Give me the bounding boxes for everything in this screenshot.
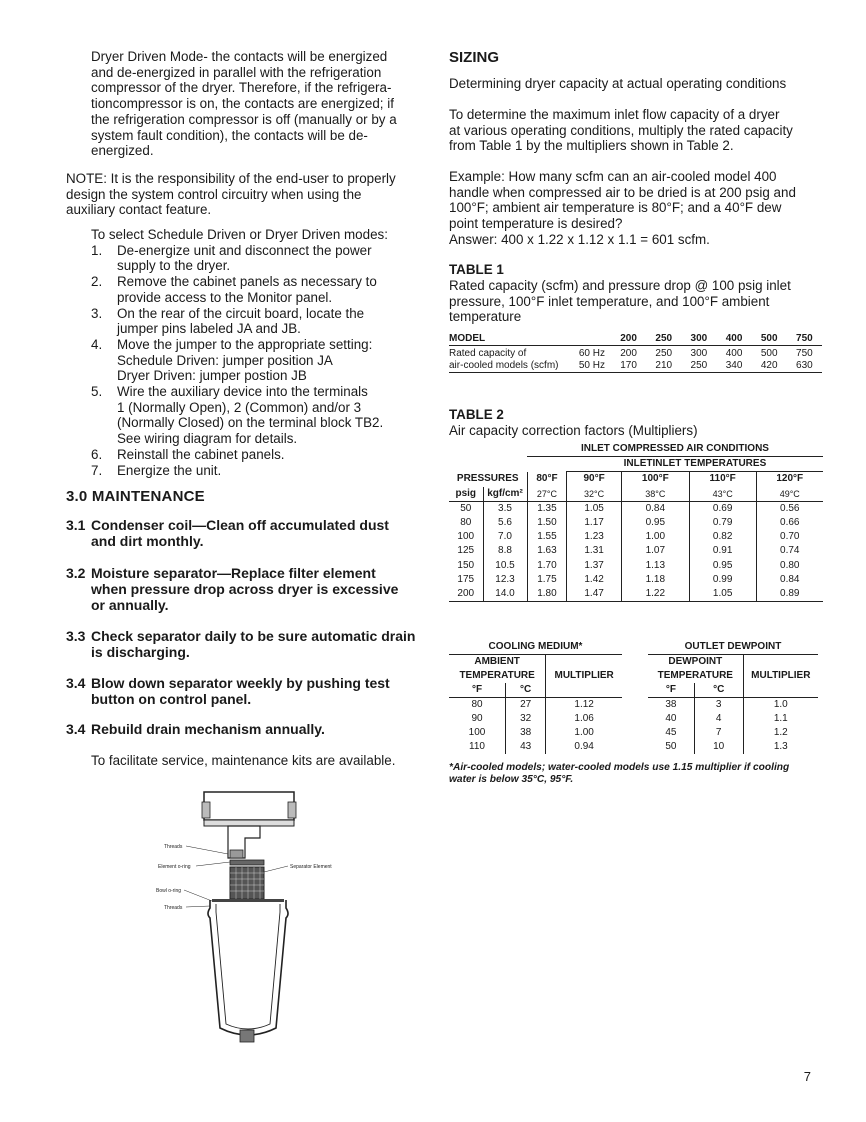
table-cell: 3 — [694, 698, 743, 713]
text-line: energized. — [91, 143, 154, 159]
dewpoint-label: DEWPOINT — [668, 656, 723, 667]
table-cell: 1.17 — [567, 516, 621, 530]
step-text — [117, 274, 411, 305]
table-row — [449, 726, 622, 740]
table-cell: 250 — [655, 348, 673, 359]
table-cell: 500 — [760, 348, 778, 359]
steps-list — [91, 243, 411, 479]
table-cell: 1.23 — [567, 530, 621, 544]
inlet-port — [202, 802, 210, 818]
text-line: Example: How many scfm can an air-cooled model 400 — [449, 169, 777, 184]
inlet-temps-header: INLETINLET TEMPERATURES — [567, 457, 823, 472]
temp-c-col: 43°C — [689, 487, 756, 502]
table-cell: 200 — [457, 588, 475, 600]
text-line: Blow down separator weekly by pushing test — [91, 675, 390, 691]
text-line: temperature — [449, 309, 522, 325]
table-cell: 7.0 — [483, 530, 527, 544]
table-cell: 50 — [460, 502, 472, 514]
text-line: or annually. — [91, 597, 169, 613]
pressures-label: PRESSURES — [456, 473, 519, 485]
table2-caption: Air capacity correction factors (Multipliers) — [449, 423, 698, 438]
sizing-title: SIZING — [449, 49, 500, 66]
step-item — [91, 337, 411, 384]
step-item — [91, 463, 411, 479]
text-line: the refrigeration compressor is off (manually or by a — [91, 111, 397, 127]
table-row — [648, 726, 818, 740]
text-line: compressor of the dryer. Therefore, if the refrigera- — [91, 80, 392, 96]
maintenance-number: 3.4 — [66, 675, 86, 691]
table-cell: 0.84 — [756, 573, 823, 587]
hz-cell: 50 Hz — [578, 360, 605, 371]
table-row — [449, 559, 823, 573]
table3-header-row — [449, 640, 622, 655]
outlet-dewpoint-header: OUTLET DEWPOINT — [648, 640, 818, 655]
element-oring — [230, 860, 264, 865]
model-col: 250 — [655, 333, 673, 344]
table-footnote — [449, 762, 829, 786]
temp-f-col: 120°F — [756, 472, 823, 487]
threads-top-mark — [230, 850, 243, 858]
f-label: °F — [471, 684, 483, 695]
table-cell: 0.80 — [756, 559, 823, 573]
table-cell: 150 — [457, 559, 475, 571]
drain-valve — [240, 1030, 254, 1042]
temp-c-col: 27°C — [527, 487, 567, 502]
step-number: 6. — [91, 446, 103, 462]
text-line: Condenser coil—Clean off accumulated dust — [91, 517, 389, 533]
text-line: 100°F; ambient air temperature is 80°F; and a 40°F dew — [449, 200, 782, 216]
table3-sub-row — [449, 655, 622, 670]
table-row — [449, 360, 822, 373]
table1-title: TABLE 1 — [449, 262, 504, 277]
text-line: at various operating conditions, multiply the rated capacity — [449, 122, 793, 138]
table-cell: 420 — [760, 360, 778, 371]
table-cell: 8.8 — [483, 544, 527, 558]
text-line: (Normally Closed) on the terminal block TB2. — [117, 415, 384, 431]
dewpoint-table-body — [648, 698, 818, 755]
table2-group-row — [449, 442, 823, 457]
table-cell: 175 — [457, 573, 475, 585]
maintenance-number: 3.4 — [66, 721, 86, 737]
table-cell: 0.94 — [546, 740, 622, 754]
table-row — [449, 516, 823, 530]
table-cell: 750 — [796, 348, 813, 359]
table-cell: 4 — [694, 712, 743, 726]
table-cell: 1.07 — [621, 544, 689, 558]
temp-c-col: 38°C — [621, 487, 689, 502]
text-line: Rated capacity (scfm) and pressure drop @ 100 psig inlet — [449, 278, 791, 293]
table-cell: 170 — [620, 360, 637, 371]
table1 — [449, 333, 822, 373]
table-cell: 43 — [506, 740, 546, 754]
page-number: 7 — [803, 1069, 811, 1084]
example-paragraph — [449, 169, 849, 248]
table-cell: 125 — [457, 545, 475, 557]
text-line: Reinstall the cabinet panels. — [117, 446, 285, 462]
text-line: Schedule Driven: jumper position JA — [117, 352, 333, 368]
text-line: and de-energized in parallel with the refrigeration — [91, 64, 382, 80]
step-text — [117, 447, 411, 463]
step-number: 7. — [91, 462, 103, 478]
table-cell: 1.13 — [621, 559, 689, 573]
table-cell: 1.3 — [743, 740, 818, 754]
table-cell: 1.35 — [527, 501, 567, 516]
separator-diagram — [150, 780, 380, 1050]
table-cell: 0.82 — [689, 530, 756, 544]
separator-head — [204, 792, 294, 820]
steps-intro: To select Schedule Driven or Dryer Driven modes: — [91, 227, 388, 242]
step-text — [117, 243, 411, 274]
table-cell: 3.5 — [483, 501, 527, 516]
table-row — [449, 712, 622, 726]
table-cell: 1.63 — [527, 544, 567, 558]
table-cell: 200 — [620, 348, 637, 359]
c-label: °C — [694, 683, 743, 698]
table-cell: 45 — [665, 727, 677, 738]
table-cell: 300 — [690, 348, 708, 359]
maintenance-title: 3.0 MAINTENANCE — [66, 488, 205, 505]
text-line: supply to the dryer. — [117, 258, 231, 274]
text-line: On the rear of the circuit board, locate the — [117, 305, 365, 321]
model-col: 400 — [725, 333, 743, 344]
table-row — [648, 698, 818, 713]
table-cell: 50 — [665, 741, 677, 752]
text-line: Dryer Driven Mode- the contacts will be energized — [91, 49, 388, 64]
table-cell: 0.66 — [756, 516, 823, 530]
table-cell: 0.89 — [756, 587, 823, 602]
table-row — [648, 740, 818, 754]
table-cell: 38 — [506, 726, 546, 740]
text-line: 1 (Normally Open), 2 (Common) and/or 3 — [117, 399, 362, 415]
cooling-medium-header: COOLING MEDIUM* — [449, 640, 622, 655]
table-cell: 14.0 — [483, 587, 527, 602]
text-line: when pressure drop across dryer is excessive — [91, 581, 399, 597]
text-line: provide access to the Monitor panel. — [117, 289, 333, 305]
label-bowl-oring: Bowl o-ring — [156, 888, 182, 894]
ambient-label: AMBIENT — [474, 656, 520, 667]
temp-c-col: 49°C — [756, 487, 823, 502]
table-row — [449, 740, 622, 754]
text-line: Energize the unit. — [117, 462, 222, 478]
step-item — [91, 447, 411, 463]
table-cell: 0.95 — [621, 516, 689, 530]
maintenance-item — [66, 628, 436, 660]
step-text — [117, 463, 411, 479]
step-text — [117, 384, 411, 447]
table-cell: 1.42 — [567, 573, 621, 587]
temperature-label: TEMPERATURE — [657, 670, 733, 681]
separator-bowl — [208, 900, 288, 1035]
c-label: °C — [506, 683, 546, 698]
text-line: water is below 35°C, 95°F. — [449, 774, 574, 785]
table-cell: 250 — [690, 360, 708, 371]
text-line: Wire the auxiliary device into the terminals — [117, 384, 368, 400]
step-text — [117, 337, 411, 384]
table2-f-row — [449, 472, 823, 487]
hz-cell: 60 Hz — [578, 348, 605, 359]
maintenance-item — [66, 721, 436, 737]
table4-sub-row — [648, 655, 818, 670]
maintenance-text — [91, 628, 436, 660]
model-col: 500 — [760, 333, 778, 344]
table-cell: 1.55 — [527, 530, 567, 544]
bowl-oring — [212, 899, 284, 902]
table-cell: 0.95 — [689, 559, 756, 573]
mode-select-steps — [91, 227, 411, 478]
text-line: Move the jumper to the appropriate setting: — [117, 336, 373, 352]
step-number: 4. — [91, 336, 103, 352]
leader-threads-top — [186, 846, 228, 854]
table-cell: 10.5 — [483, 559, 527, 573]
table-row — [449, 530, 823, 544]
multiplier-label: MULTIPLIER — [743, 655, 818, 698]
text-line: auxiliary contact feature. — [66, 202, 212, 218]
maintenance-number: 3.3 — [66, 628, 86, 644]
table-row — [449, 544, 823, 558]
table-cell: 1.31 — [567, 544, 621, 558]
table-cell: 12.3 — [483, 573, 527, 587]
leader-bowl-oring — [184, 890, 212, 901]
table-cell: 80 — [471, 699, 483, 710]
cooling-table-body — [449, 698, 622, 755]
text-line: jumper pins labeled JA and JB. — [117, 321, 301, 337]
text-line: system fault condition), the contacts will be de- — [91, 127, 368, 143]
table-cell: 1.37 — [567, 559, 621, 573]
table-cell: 1.18 — [621, 573, 689, 587]
table-cell: 32 — [506, 712, 546, 726]
service-note: To facilitate service, maintenance kits are available. — [91, 753, 396, 768]
step-item — [91, 274, 411, 305]
maintenance-text — [91, 675, 436, 707]
table-cell: 1.00 — [546, 726, 622, 740]
table-cell: 0.79 — [689, 516, 756, 530]
table-cell: 1.50 — [527, 516, 567, 530]
table-cell: 100 — [457, 531, 475, 543]
table-cell: 0.84 — [621, 501, 689, 516]
maintenance-number: 3.1 — [66, 517, 86, 533]
table-cell: 0.74 — [756, 544, 823, 558]
table2-temp-row — [449, 457, 823, 472]
model-col: 300 — [690, 333, 708, 344]
sizing-paragraph — [449, 107, 849, 154]
note-paragraph — [66, 171, 426, 218]
text-line: design the system control circuitry when using the — [66, 186, 362, 202]
table-cell: 1.00 — [621, 530, 689, 544]
table-cell: 1.05 — [567, 501, 621, 516]
text-line: Moisture separator—Replace filter element — [91, 565, 376, 581]
table2-body — [449, 501, 823, 601]
maintenance-text — [91, 721, 436, 737]
table-row — [449, 698, 622, 713]
table-cell: 0.91 — [689, 544, 756, 558]
temp-f-col: 80°F — [527, 472, 567, 487]
text-line: See wiring diagram for details. — [117, 431, 298, 447]
table1-header-row — [449, 333, 822, 346]
text-line: Remove the cabinet panels as necessary to — [117, 274, 377, 290]
table-cell: 90 — [471, 713, 483, 724]
step-number: 2. — [91, 274, 103, 290]
table-cell: 1.05 — [689, 587, 756, 602]
step-number: 1. — [91, 242, 103, 258]
text-line: Rebuild drain mechanism annually. — [91, 721, 325, 737]
table-cell: 1.70 — [527, 559, 567, 573]
maintenance-item — [66, 565, 436, 613]
leader-separator-element — [264, 866, 288, 872]
model-label: MODEL — [449, 333, 486, 344]
text-line: point temperature is desired? — [449, 216, 623, 232]
maintenance-item — [66, 517, 436, 549]
table-cell: 40 — [665, 713, 677, 724]
leader-element-oring — [196, 862, 230, 866]
table-cell: 1.80 — [527, 587, 567, 602]
table2 — [449, 442, 823, 602]
psig-label: psig — [455, 487, 477, 499]
table-cell: 110 — [469, 741, 485, 752]
model-col: 750 — [796, 333, 813, 344]
separator-element — [230, 867, 264, 899]
temperature-label: TEMPERATURE — [459, 670, 535, 681]
temp-c-col: 32°C — [567, 487, 621, 502]
text-line: Dryer Driven: jumper postion JB — [117, 368, 307, 384]
maintenance-number: 3.2 — [66, 565, 86, 581]
table-cell: 0.56 — [756, 501, 823, 516]
label-element-oring: Element o-ring — [158, 864, 191, 870]
text-line: De-energize unit and disconnect the power — [117, 242, 372, 258]
table-cell: 1.1 — [743, 712, 818, 726]
table-cell: 0.70 — [756, 530, 823, 544]
table-cell: 630 — [796, 360, 813, 371]
label-threads-bottom: Threads — [164, 905, 183, 911]
maintenance-text — [91, 517, 436, 549]
step-item — [91, 384, 411, 447]
maintenance-item — [66, 675, 436, 707]
table-cell: 1.06 — [546, 712, 622, 726]
table2-c-row — [449, 487, 823, 502]
text-line: button on control panel. — [91, 691, 252, 707]
cooling-medium-table — [449, 640, 622, 754]
head-collar — [204, 820, 294, 826]
temp-f-col: 110°F — [689, 472, 756, 487]
table-cell: 80 — [460, 517, 472, 529]
sizing-subtitle: Determining dryer capacity at actual operating conditions — [449, 76, 787, 91]
step-number: 3. — [91, 305, 103, 321]
f-label: °F — [665, 684, 676, 695]
text-line: NOTE: It is the responsibility of the end-user to properly — [66, 171, 396, 186]
table-cell: 1.22 — [621, 587, 689, 602]
table-row — [449, 501, 823, 516]
table-cell: 1.12 — [546, 698, 622, 713]
text-line: handle when compressed air to be dried is at 200 psig and — [449, 184, 796, 200]
table-cell: 1.75 — [527, 573, 567, 587]
maintenance-text — [91, 565, 436, 613]
leader-threads-bottom — [186, 906, 210, 907]
text-line: and dirt monthly. — [91, 533, 204, 549]
text-line: from Table 1 by the multipliers shown in Table 2. — [449, 138, 734, 154]
text-line: is discharging. — [91, 644, 190, 660]
table-row — [648, 712, 818, 726]
outlet-port — [288, 802, 296, 818]
step-text — [117, 306, 411, 337]
kgf-label: kgf/cm² — [483, 487, 527, 502]
table4-header-row — [648, 640, 818, 655]
table-cell: 7 — [694, 726, 743, 740]
table-row — [449, 573, 823, 587]
step-item — [91, 243, 411, 274]
table1-caption — [449, 278, 849, 325]
table-cell: 5.6 — [483, 516, 527, 530]
temp-f-col: 100°F — [621, 472, 689, 487]
dryer-driven-paragraph — [91, 49, 421, 159]
table-cell: 0.99 — [689, 573, 756, 587]
model-col: 200 — [620, 333, 637, 344]
table-cell: 340 — [725, 360, 743, 371]
label-separator-element: Separator Element — [290, 864, 332, 870]
table-cell: 10 — [694, 740, 743, 754]
temp-f-col: 90°F — [567, 472, 621, 487]
bowl-inner-wall — [216, 904, 280, 1029]
table-cell: 0.69 — [689, 501, 756, 516]
text-line: pressure, 100°F inlet temperature, and 100°F ambient — [449, 293, 770, 309]
row-label: air-cooled models (scfm) — [449, 360, 559, 371]
label-threads-top: Threads — [164, 844, 183, 850]
step-number: 5. — [91, 384, 103, 400]
inlet-conditions-header: INLET COMPRESSED AIR CONDITIONS — [527, 442, 823, 457]
table-cell: 210 — [655, 360, 673, 371]
table-cell: 38 — [665, 699, 677, 710]
table-cell: 1.47 — [567, 587, 621, 602]
text-line: *Air-cooled models; water-cooled models use 1.15 multiplier if cooling — [449, 762, 790, 773]
text-line: Answer: 400 x 1.22 x 1.12 x 1.1 = 601 scfm. — [449, 231, 710, 247]
table-cell: 400 — [725, 348, 743, 359]
text-line: Check separator daily to be sure automatic drain — [91, 628, 416, 644]
table-cell: 1.0 — [743, 698, 818, 713]
table-cell: 27 — [506, 698, 546, 713]
text-line: To determine the maximum inlet flow capacity of a dryer — [449, 107, 780, 122]
table-cell: 100 — [468, 727, 486, 738]
text-line: tioncompressor is on, the contacts are energized; if — [91, 96, 394, 112]
outlet-dewpoint-table — [648, 640, 818, 754]
table-row — [449, 587, 823, 602]
multiplier-label: MULTIPLIER — [546, 655, 622, 698]
table2-title: TABLE 2 — [449, 407, 504, 422]
table-row — [449, 346, 822, 361]
step-item — [91, 306, 411, 337]
row-label: Rated capacity of — [449, 348, 527, 359]
table-cell: 1.2 — [743, 726, 818, 740]
